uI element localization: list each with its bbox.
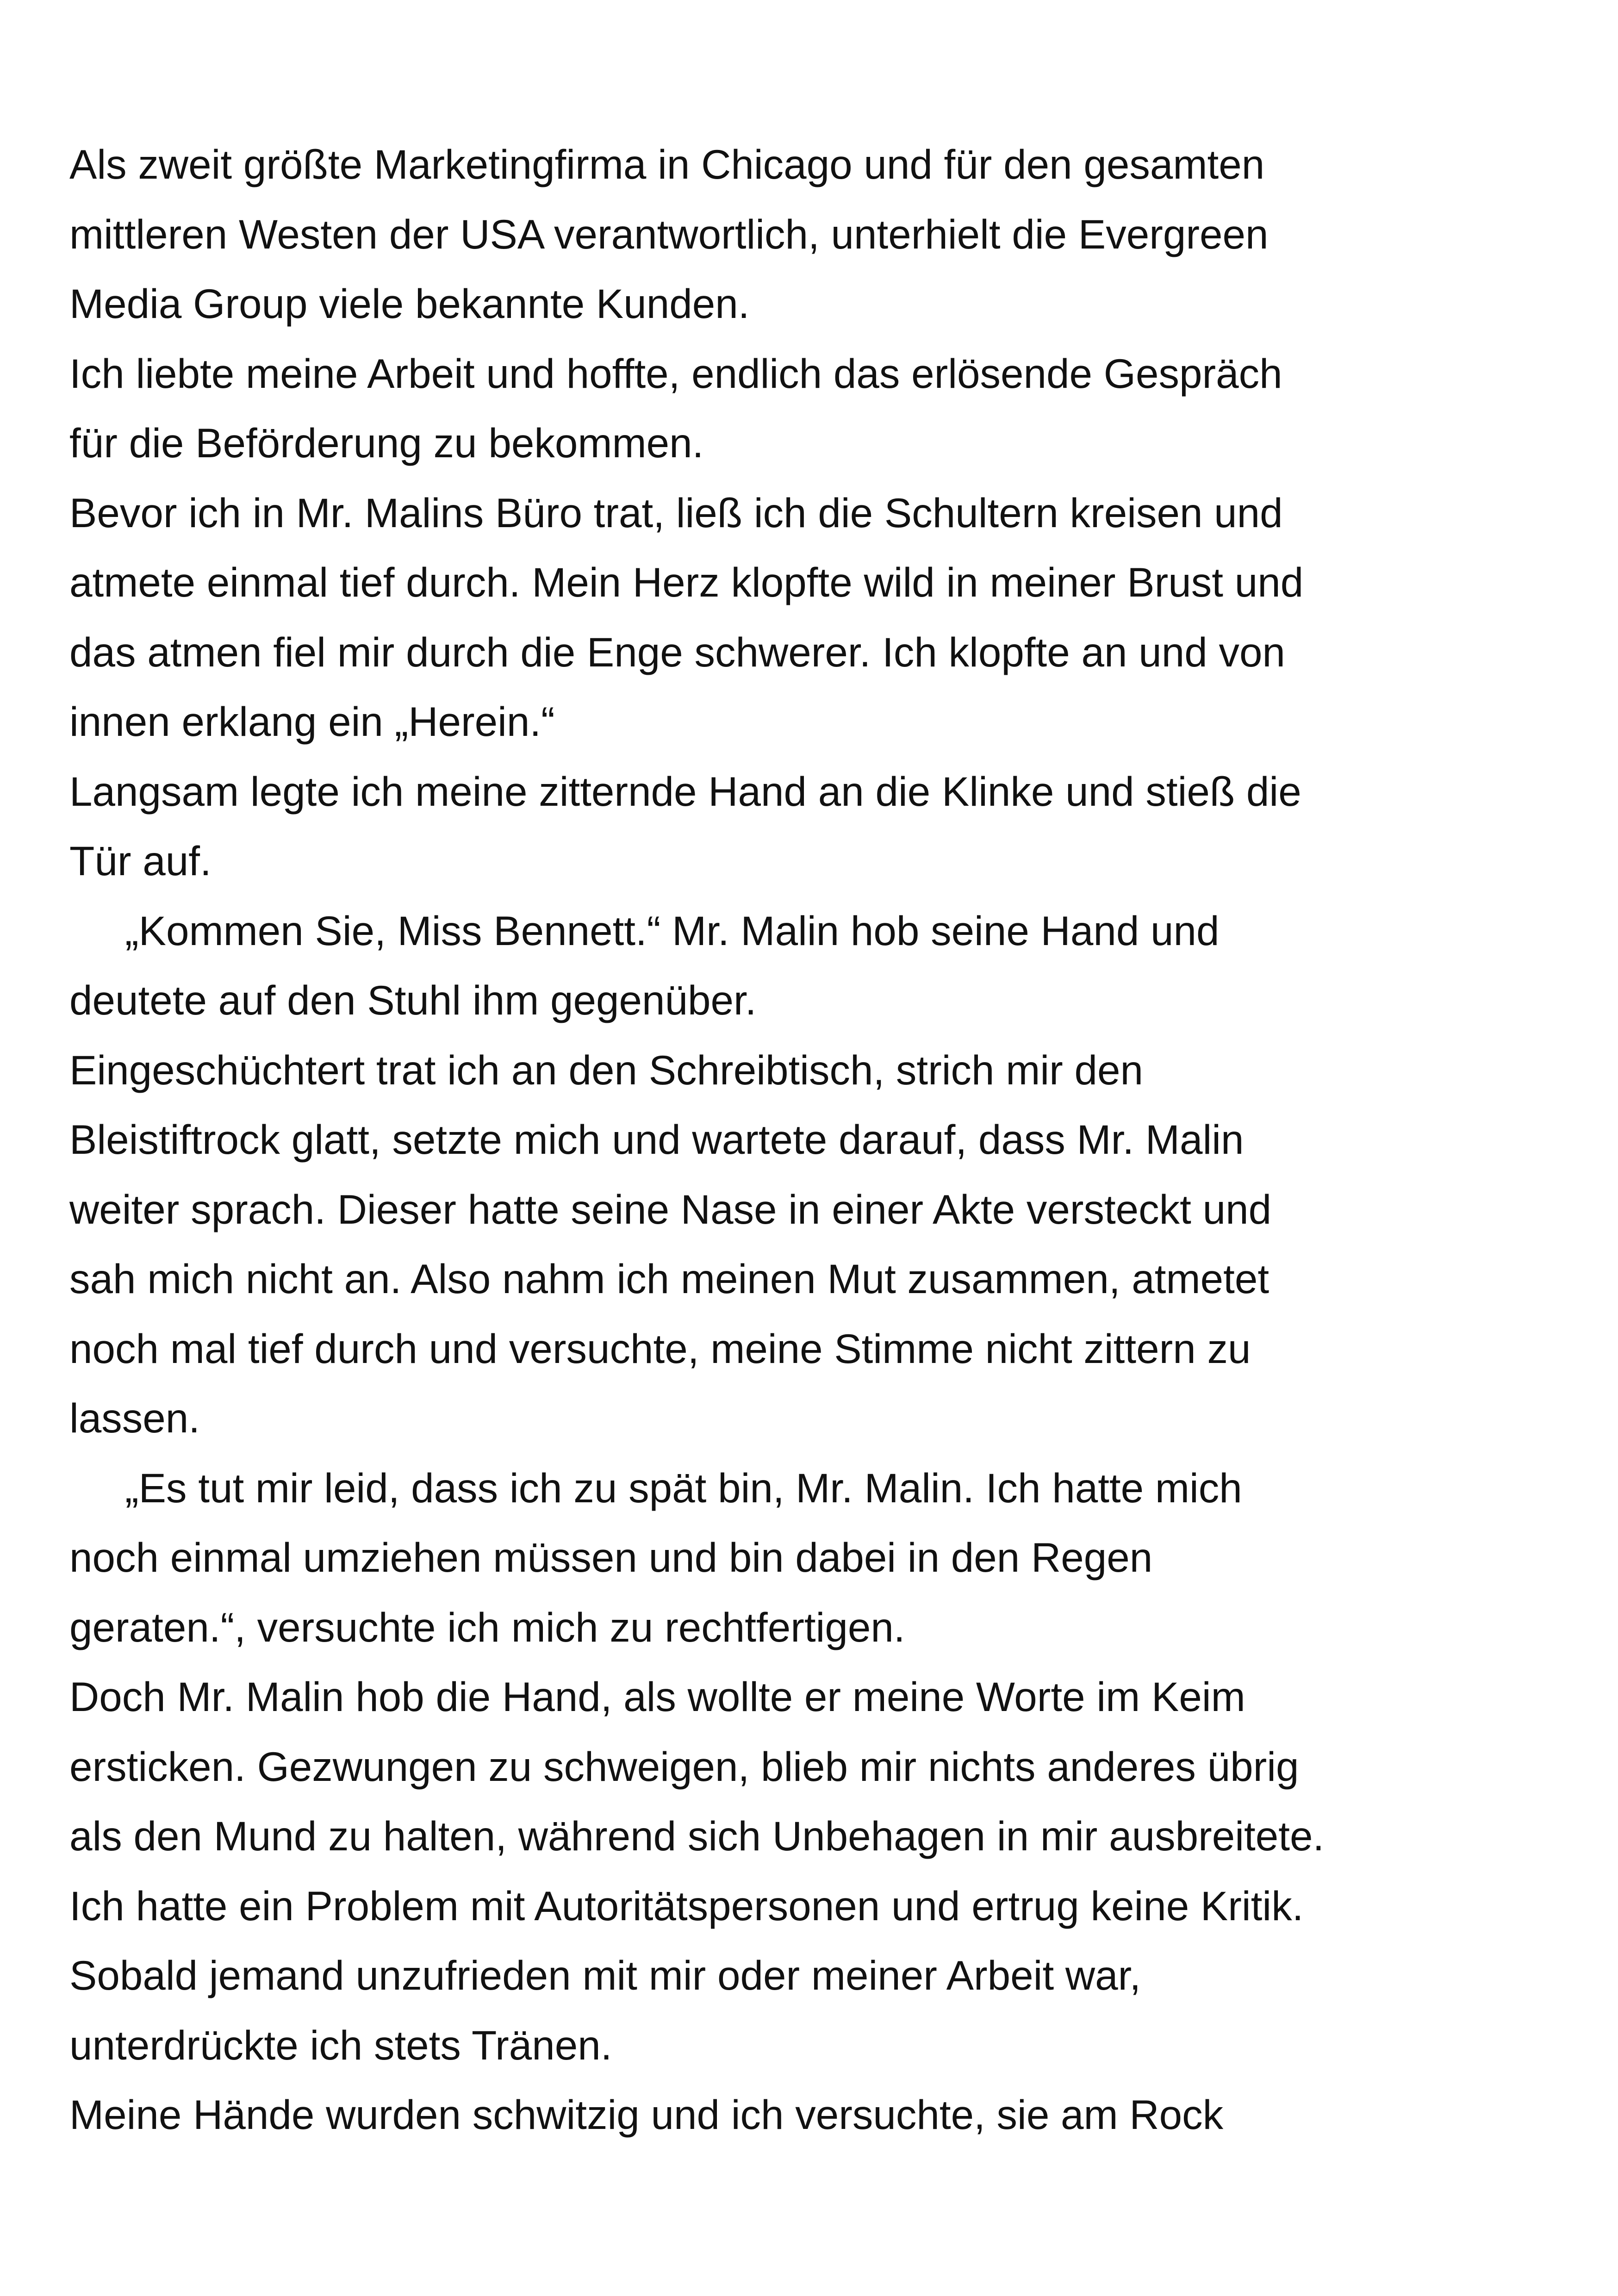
text-line: ersticken. Gezwungen zu schweigen, blieb mir nichts anderes übrig — [69, 1743, 1299, 1790]
text-line: Tür auf. — [69, 838, 212, 884]
text-line: Bleistiftrock glatt, setzte mich und wartete darauf, dass Mr. Malin — [69, 1116, 1244, 1163]
text-line: mittleren Westen der USA verantwortlich, unterhielt die Evergreen — [69, 211, 1269, 257]
text-line: noch mal tief durch und versuchte, meine Stimme nicht zittern zu — [69, 1325, 1251, 1372]
text-line: atmete einmal tief durch. Mein Herz klopfte wild in meiner Brust und — [69, 559, 1304, 605]
text-line: Als zweit größte Marketingfirma in Chicago und für den gesamten — [69, 141, 1265, 187]
text-line: unterdrückte ich stets Tränen. — [69, 2022, 612, 2068]
text-line: geraten.“, versuchte ich mich zu rechtfertigen. — [69, 1604, 905, 1650]
text-line: für die Beförderung zu bekommen. — [69, 420, 704, 466]
text-line: das atmen fiel mir durch die Enge schwerer. Ich klopfte an und von — [69, 628, 1285, 675]
text-line: „Kommen Sie, Miss Bennett.“ Mr. Malin hob seine Hand und — [125, 907, 1220, 954]
text-line: Ich hatte ein Problem mit Autoritätspersonen und ertrug keine Kritik. — [69, 1882, 1304, 1929]
text-line: Doch Mr. Malin hob die Hand, als wollte er meine Worte im Keim — [69, 1674, 1245, 1720]
text-line: Meine Hände wurden schwitzig und ich versuchte, sie am Rock — [69, 2091, 1224, 2138]
text-line: Sobald jemand unzufrieden mit mir oder meiner Arbeit war, — [69, 1952, 1141, 1998]
text-line: als den Mund zu halten, während sich Unbehagen in mir ausbreitete. — [69, 1813, 1325, 1859]
text-line: weiter sprach. Dieser hatte seine Nase in einer Akte versteckt und — [69, 1186, 1272, 1232]
text-line: Media Group viele bekannte Kunden. — [69, 280, 750, 327]
text-line: deutete auf den Stuhl ihm gegenüber. — [69, 977, 757, 1023]
text-line: Langsam legte ich meine zitternde Hand an die Klinke und stieß die — [69, 768, 1301, 815]
text-line: „Es tut mir leid, dass ich zu spät bin, Mr. Malin. Ich hatte mich — [125, 1464, 1242, 1511]
text-line: Eingeschüchtert trat ich an den Schreibtisch, strich mir den — [69, 1046, 1144, 1093]
text-line: noch einmal umziehen müssen und bin dabei in den Regen — [69, 1534, 1153, 1580]
text-line: Ich liebte meine Arbeit und hoffte, endlich das erlösende Gespräch — [69, 350, 1282, 397]
text-line: Bevor ich in Mr. Malins Büro trat, ließ ich die Schultern kreisen und — [69, 489, 1283, 536]
text-line: sah mich nicht an. Also nahm ich meinen Mut zusammen, atmetet — [69, 1256, 1270, 1302]
text-line: lassen. — [69, 1395, 200, 1441]
document-body-text — [69, 130, 1458, 2150]
text-line: innen erklang ein „Herein.“ — [69, 698, 555, 745]
